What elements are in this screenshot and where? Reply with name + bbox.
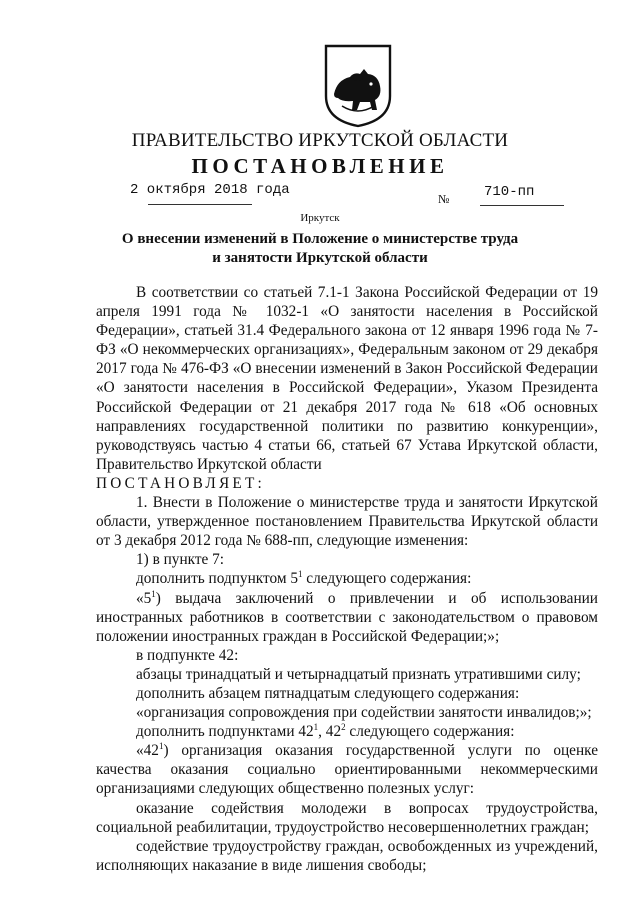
paragraph-repeal: абзацы тринадцатый и четырнадцатый признать утратившими силу; — [136, 665, 581, 683]
document-type-title: ПОСТАНОВЛЕНИЕ — [191, 154, 449, 178]
number-underline — [480, 205, 564, 206]
paragraph-item-7: 1) в пункте 7: — [136, 551, 225, 569]
paragraph-add-15th: дополнить абзацем пятнадцатым следующего содержания: — [136, 684, 520, 702]
issue-city: Иркутск — [300, 212, 340, 224]
number-sign: № — [438, 192, 450, 206]
preamble-paragraph: В соответствии со статьей 7.1-1 Закона Российской Федерации от 19 апреля 1991 года № 1032-1 «О занятости населения в Российской Федерации», статьей 31.4 Федерального закона от 12 января 1996 года № 7-ФЗ «О некоммерческих организациях», Федеральным законом от 29 декабря 2017 года № 476-ФЗ «О внесении изменений в Закон Российской Федерации «О занятости населения в Российской Федерации», Указом Президента Российской Федерации от 21 декабря 2017 года № 618 «Об основных направлениях государственной политики по развитию конкуренции», руководствуясь частью 4 статьи 66, статьей 67 Устава Иркутской области, Правительство Иркутской области — [96, 284, 598, 473]
paragraph-add-subitems-42: дополнить подпунктами $42^1$, $42^2$ следующего содержания: — [136, 722, 515, 741]
paragraph-subitem-42-1-text: «$42^1$) организация оказания государственной услуги по оценке качества оказания социально ориентированными некоммерческими организациями следующих общественно полезных услуг: — [96, 741, 598, 798]
paragraph-released-citizens: содействие трудоустройству граждан, освобожденных из учреждений, исполняющих наказание в виде лишения свободы; — [96, 837, 598, 874]
paragraph-subitem-42: в подпункте 42: — [136, 646, 239, 664]
government-name: ПРАВИТЕЛЬСТВО ИРКУТСКОЙ ОБЛАСТИ — [131, 130, 509, 151]
document-number: 710-пп — [484, 184, 535, 200]
paragraph-add-subitem-5-1: дополнить подпунктом $5^1$ следующего содержания: — [136, 569, 472, 588]
paragraph-15th-text: «организация сопровождения при содействии занятости инвалидов;»; — [136, 704, 592, 722]
document-date: 2 октября 2018 года — [130, 182, 290, 198]
paragraph-amendments: 1. Внести в Положение о министерстве труда и занятости Иркутской области, утвержденное постановлением Правительства Иркутской области от 3 декабря 2012 года № 688-пп, следующие изменения: — [96, 494, 598, 550]
document-heading — [0, 230, 640, 268]
heading-line-1: О внесении изменений в Положение о министерстве труда — [121, 231, 519, 247]
document-body — [96, 283, 598, 875]
heading-line-2: и занятости Иркутской области — [212, 250, 428, 266]
coat-of-arms-emblem — [324, 44, 392, 128]
paragraph-youth-assistance: оказание содействия молодежи в вопросах трудоустройства, социальной реабилитации, трудоустройство несовершеннолетних граждан; — [96, 799, 598, 836]
resolves-heading: ПОСТАНОВЛЯЕТ: — [96, 474, 265, 492]
date-underline — [148, 204, 252, 205]
paragraph-subitem-5-1-text: «$5^1$) выдача заключений о привлечении и об использовании иностранных работников в соответствии с законодательством о правовом положении иностранных граждан в Российской Федерации;»; — [96, 588, 598, 645]
